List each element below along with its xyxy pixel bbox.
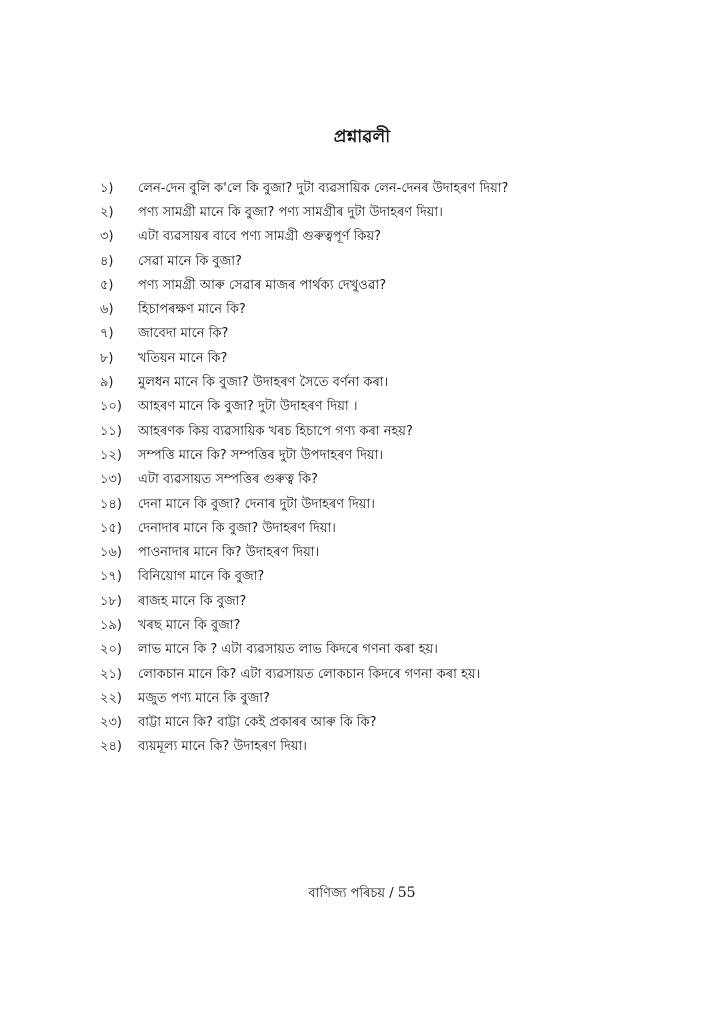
question-number: ১৩) — [100, 472, 122, 488]
question-item — [100, 590, 700, 614]
question-item — [100, 517, 700, 541]
question-item — [100, 226, 700, 250]
question-number: ৪) — [100, 253, 114, 269]
question-text: পণ্য সামগ্ৰী মানে কি বুজা? পণ্য সামগ্ৰীৰ দুটা উদাহৰণ দিয়া। — [138, 204, 443, 220]
question-text: এটা ব্যৱসায়ৰ বাবে পণ্য সামগ্ৰী গুৰুত্বপূৰ্ণ কিয়? — [138, 229, 382, 245]
question-number: ১৫) — [100, 520, 122, 536]
question-text: আহৰণক কিয় ব্যৱসায়িক খৰচ হিচাপে গণ্য কৰা নহয়? — [138, 423, 413, 439]
question-text: লাভ মানে কি ? এটা ব্যৱসায়ত লাভ কিদৰে গণনা কৰা হয়। — [138, 642, 438, 658]
question-item — [100, 712, 700, 736]
question-item — [100, 687, 700, 711]
question-text: লোকচান মানে কি? এটা ব্যৱসায়ত লোকচান কিদৰে গণনা কৰা হয়। — [138, 666, 481, 682]
page-footer — [0, 884, 724, 905]
page-title: প্ৰশ্নাৱলী — [333, 127, 391, 147]
question-text: লেন-দেন বুলি ক'লে কি বুজা? দুটা ব্যৱসায়িক লেন-দেনৰ উদাহৰণ দিয়া? — [138, 180, 509, 196]
question-text: মুলধন মানে কি বুজা? উদাহৰণ সৈতে বৰ্ণনা কৰা। — [138, 375, 389, 391]
question-text: সম্পত্তি মানে কি? সম্পত্তিৰ দুটা উপদাহৰণ দিয়া। — [138, 447, 384, 463]
book-title: বাণিজ্য পৰিচয় — [308, 886, 386, 901]
question-text: আহৰণ মানে কি বুজা? দুটা উদাহৰণ দিয়া । — [138, 399, 358, 415]
question-item — [100, 639, 700, 663]
question-text: পাওনাদাৰ মানে কি? উদাহৰণ দিয়া। — [138, 545, 320, 561]
question-item — [100, 614, 700, 638]
question-number: ১২) — [100, 447, 122, 463]
question-number: ২০) — [100, 642, 122, 658]
question-item — [100, 493, 700, 517]
question-number: ৯) — [100, 375, 114, 391]
question-number: ১৪) — [100, 496, 122, 512]
question-list — [100, 177, 700, 760]
question-number: ২৩) — [100, 715, 122, 731]
question-item — [100, 201, 700, 225]
question-item — [100, 420, 700, 444]
question-item — [100, 663, 700, 687]
question-text: হিচাপৰক্ষণ মানে কি? — [138, 302, 246, 318]
question-number: ১৮) — [100, 593, 122, 609]
question-text: এটা ব্যৱসায়ত সম্পত্তিৰ গুৰুত্ব কি? — [138, 472, 318, 488]
question-item — [100, 736, 700, 760]
question-text: সেৱা মানে কি বুজা? — [138, 253, 242, 269]
question-text: ৰাজহ মানে কি বুজা? — [138, 593, 247, 609]
question-number: ১৯) — [100, 617, 122, 633]
question-item — [100, 298, 700, 322]
question-text: বাট্টা মানে কি? বাট্টা কেই প্ৰকাৰৰ আৰু কি কি? — [138, 715, 377, 731]
question-text: মজুত পণ্য মানে কি বুজা? — [138, 690, 270, 706]
question-number: ১) — [100, 180, 114, 196]
question-item — [100, 444, 700, 468]
question-text: জাবেদা মানে কি? — [138, 326, 229, 342]
page-number: 55 — [397, 885, 416, 901]
question-item — [100, 274, 700, 298]
question-item — [100, 541, 700, 565]
question-number: ১০) — [100, 399, 122, 415]
question-item — [100, 250, 700, 274]
question-number: ৬) — [100, 302, 114, 318]
question-text: পণ্য সামগ্ৰী আৰু সেৱাৰ মাজৰ পাৰ্থক্য দেখুওৱা? — [138, 277, 387, 293]
question-number: ১১) — [100, 423, 122, 439]
question-text: ব্যয়মূল্য মানে কি? উদাহৰণ দিয়া। — [138, 739, 307, 755]
question-number: ৫) — [100, 277, 114, 293]
question-number: ৮) — [100, 350, 114, 366]
question-item — [100, 371, 700, 395]
question-item — [100, 469, 700, 493]
question-item — [100, 177, 700, 201]
question-text: খৰছ মানে কি বুজা? — [138, 617, 241, 633]
footer-separator: / — [389, 886, 394, 901]
question-number: ৭) — [100, 326, 114, 342]
question-text: দেনা মানে কি বুজা? দেনাৰ দুটা উদাহৰণ দিয়া। — [138, 496, 375, 512]
question-number: ২১) — [100, 666, 122, 682]
question-item — [100, 323, 700, 347]
question-number: ২৪) — [100, 739, 122, 755]
question-item — [100, 566, 700, 590]
question-text: দেনাদাৰ মানে কি বুজা? উদাহৰণ দিয়া। — [138, 520, 336, 536]
question-number: ১৬) — [100, 545, 122, 561]
question-text: বিনিয়োগ মানে কি বুজা? — [138, 569, 265, 585]
question-item — [100, 347, 700, 371]
question-number: ১৭) — [100, 569, 122, 585]
question-number: ২) — [100, 204, 114, 220]
question-text: খতিয়ন মানে কি? — [138, 350, 228, 366]
question-number: ২২) — [100, 690, 122, 706]
question-number: ৩) — [100, 229, 114, 245]
question-item — [100, 396, 700, 420]
